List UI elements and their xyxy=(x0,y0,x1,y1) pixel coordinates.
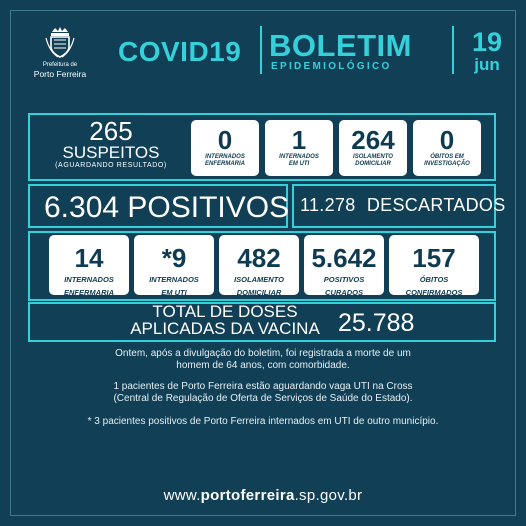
card-internados-enfermaria-positivos xyxy=(49,235,129,295)
card-value: 14 xyxy=(74,243,104,273)
url-prefix: www. xyxy=(163,487,201,504)
card-isolamento-domiciliar xyxy=(339,120,407,176)
note-death-line2: homem de 64 anos, com comorbidade. xyxy=(176,360,350,371)
card-value: 482 xyxy=(237,243,281,273)
note-cross-line1: 1 pacientes de Porto Ferreira estão aguardando vaga UTI na Cross xyxy=(113,381,413,392)
card-label-line1: INTERNADOS xyxy=(149,275,199,284)
card-value: 0 xyxy=(217,125,233,155)
card-value: *9 xyxy=(161,243,187,273)
card-label-line2: CONFIRMADOS xyxy=(405,287,463,297)
card-positivos-curados xyxy=(304,235,384,295)
doses-value: 25.788 xyxy=(338,309,415,337)
card-label-line1: ISOLAMENTO xyxy=(234,275,284,284)
positivos-label: POSITIVOS xyxy=(127,191,290,224)
url-suffix: .sp.gov.br xyxy=(294,487,363,504)
card-value: 157 xyxy=(412,243,456,273)
card-obitos-investigacao xyxy=(413,120,481,176)
card-internados-enfermaria xyxy=(191,120,259,176)
date-divider xyxy=(452,26,454,74)
date-day: 19 xyxy=(471,27,503,57)
note-cross-line2: (Central de Regulação de Oferta de Serviços de Saúde do Estado). xyxy=(113,393,413,404)
card-label-line1: ÓBITOS xyxy=(419,275,449,284)
card-label-line2: ENFERMARIA xyxy=(205,160,245,167)
boletim-title: BOLETIM xyxy=(269,28,412,63)
descartados-value: 11.278 xyxy=(300,195,356,215)
card-value: 264 xyxy=(351,125,395,155)
date-month: jun xyxy=(474,55,500,74)
note-death-line1: Ontem, após a divulgação do boletim, foi registrada a morte de um xyxy=(115,348,411,359)
covid-title: COVID19 xyxy=(118,36,242,67)
header-divider xyxy=(260,26,262,74)
card-isolamento-domiciliar-positivos xyxy=(219,235,299,295)
prefeitura-logo xyxy=(22,26,98,79)
suspeitos-value: 265 xyxy=(89,116,133,146)
suspeitos-label: SUSPEITOS xyxy=(62,143,160,162)
card-label-line2: EM UTI xyxy=(288,160,310,167)
positivos-value: 6.304 xyxy=(44,191,120,224)
card-label-line2: CURADOS xyxy=(325,287,363,297)
card-value: 0 xyxy=(439,125,455,155)
coat-of-arms-icon xyxy=(44,26,76,60)
card-internados-uti xyxy=(265,120,333,176)
doses-label-line1: TOTAL DE DOSES xyxy=(152,302,298,321)
logo-line2: Porto Ferreira xyxy=(33,69,87,79)
card-value: 1 xyxy=(291,125,307,155)
card-label-line2: DOMICILIAR xyxy=(236,287,282,297)
card-label-line1: ÓBITOS EM xyxy=(430,154,464,160)
positivos-stat xyxy=(44,191,289,225)
url-domain: portoferreira xyxy=(200,487,295,504)
card-internados-uti-positivos xyxy=(134,235,214,295)
note-death xyxy=(30,348,496,372)
card-label-line1: INTERNADOS xyxy=(205,154,245,160)
website-link[interactable] xyxy=(0,487,526,504)
card-label-line1: INTERNADOS xyxy=(64,275,114,284)
doses-label xyxy=(120,303,330,337)
card-obitos-confirmados xyxy=(389,235,479,295)
doses-label-line2: APLICADAS DA VACINA xyxy=(130,319,320,338)
bulletin-date xyxy=(457,28,517,74)
card-label-line2: INVESTIGAÇÃO xyxy=(424,160,470,167)
card-label-line1: INTERNADOS xyxy=(279,154,319,160)
card-label-line1: ISOLAMENTO xyxy=(353,154,393,160)
card-label-line1: POSITIVOS xyxy=(323,275,365,284)
note-uti-outro-municipio: * 3 pacientes positivos de Porto Ferreira internados em UTI de outro município. xyxy=(87,416,439,427)
suspeitos-sublabel: (AGUARDANDO RESULTADO) xyxy=(55,162,167,169)
card-label-line2: EM UTI xyxy=(161,287,187,297)
card-label-line2: DOMICILIAR xyxy=(355,160,391,167)
logo-line1: Prefeitura de xyxy=(42,62,78,68)
card-label-line2: ENFERMARIA xyxy=(64,287,114,297)
descartados-stat xyxy=(300,195,506,216)
card-value: 5.642 xyxy=(311,243,377,273)
epidemiologico-subtitle: EPIDEMIOLÓGICO xyxy=(271,61,392,72)
descartados-label: DESCARTADOS xyxy=(366,195,506,215)
note-cross xyxy=(30,381,496,405)
